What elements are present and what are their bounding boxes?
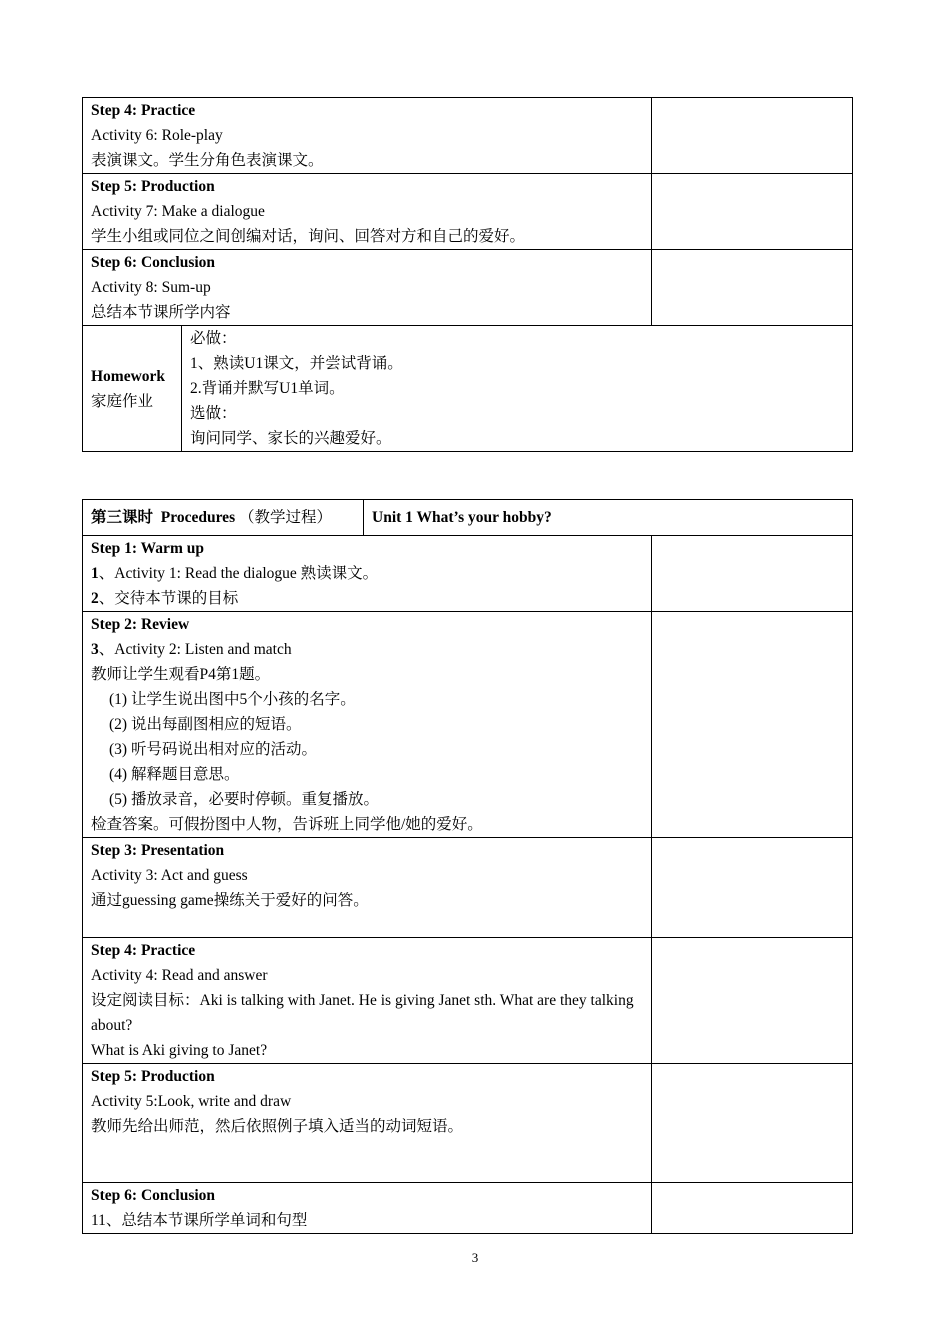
step-item: 2、交待本节课的目标	[91, 590, 239, 607]
step-title: Step 1: Warm up	[91, 540, 204, 557]
notes-cell	[652, 1183, 853, 1234]
page-number: 3	[471, 1250, 479, 1265]
homework-line: 必做：	[190, 330, 237, 347]
description-line: 表演课文。学生分角色表演课文。	[91, 152, 324, 169]
description-line: 11、总结本节课所学单词和句型	[91, 1212, 308, 1229]
description-line: 总结本节课所学内容	[91, 304, 231, 321]
homework-title: Homework	[91, 367, 166, 385]
unit-title-cell	[364, 500, 853, 536]
step-title: Step 6: Conclusion	[91, 254, 216, 271]
step-item: 1、Activity 1: Read the dialogue 熟读课文。	[91, 565, 379, 582]
question-line: What is Aki giving to Janet?	[91, 1042, 268, 1059]
step3-presentation-cell	[83, 838, 652, 938]
step5-production-cell	[83, 1064, 652, 1183]
activity-line: Activity 5:Look, write and draw	[91, 1093, 292, 1110]
description-line: 通过guessing game操练关于爱好的问答。	[91, 892, 369, 909]
notes-cell	[652, 98, 853, 174]
step-intro: 教师让学生观看P4第1题。	[91, 666, 271, 683]
step-title: Step 5: Production	[91, 178, 215, 195]
step-item: 3、Activity 2: Listen and match	[91, 641, 292, 658]
step-title: Step 4: Practice	[91, 942, 196, 959]
step4-practice-cell	[83, 938, 652, 1064]
homework-line: 2.背诵并默写U1单词。	[190, 380, 345, 397]
notes-cell	[652, 250, 853, 326]
step6-conclusion-cell	[83, 1183, 652, 1234]
lesson-label: 第三课时	[91, 509, 154, 526]
sub-item: (4) 解释题目意思。	[109, 766, 240, 783]
unit-title: Unit 1 What’s your hobby?	[372, 509, 552, 526]
activity-line: Activity 3: Act and guess	[91, 867, 248, 884]
homework-line: 选做：	[190, 405, 237, 422]
notes-cell	[652, 174, 853, 250]
homework-content-cell	[182, 326, 853, 452]
sub-item: (5) 播放录音，必要时停顿。重复播放。	[109, 791, 379, 808]
step4-practice-cell	[83, 98, 652, 174]
procedures-label: Procedures	[160, 509, 236, 526]
step-title: Step 4: Practice	[91, 102, 196, 119]
step-end: 检查答案。可假扮图中人物，告诉班上同学他/她的爱好。	[91, 816, 483, 833]
step-title: Step 2: Review	[91, 616, 190, 633]
lesson-header-cell	[83, 500, 364, 536]
notes-cell	[652, 1064, 853, 1183]
activity-line: Activity 8: Sum-up	[91, 279, 211, 296]
sub-item: (1) 让学生说出图中5个小孩的名字。	[109, 691, 356, 708]
activity-line: Activity 6: Role-play	[91, 127, 223, 144]
lesson-procedure-table-1	[82, 97, 853, 452]
step5-production-cell	[83, 174, 652, 250]
step-title: Step 6: Conclusion	[91, 1187, 216, 1204]
description-line: 学生小组或同位之间创编对话，询问、回答对方和自己的爱好。	[91, 228, 526, 245]
activity-line: Activity 4: Read and answer	[91, 967, 268, 984]
notes-cell	[652, 536, 853, 612]
notes-cell	[652, 612, 853, 838]
step1-warmup-cell	[83, 536, 652, 612]
notes-cell	[652, 938, 853, 1064]
sub-item: (3) 听号码说出相对应的活动。	[109, 741, 317, 758]
lesson-procedure-table-2	[82, 499, 853, 1234]
step-title: Step 5: Production	[91, 1068, 215, 1085]
procedures-cn-label: （教学过程）	[238, 509, 332, 526]
step6-conclusion-cell	[83, 250, 652, 326]
step-title: Step 3: Presentation	[91, 842, 225, 859]
activity-line: Activity 7: Make a dialogue	[91, 203, 265, 220]
notes-cell	[652, 838, 853, 938]
homework-line: 1、熟读U1课文，并尝试背诵。	[190, 355, 403, 372]
sub-item: (2) 说出每副图相应的短语。	[109, 716, 302, 733]
description-line: 设定阅读目标：Aki is talking with Janet. He is giving Janet sth. What are they talking about?	[91, 992, 634, 1034]
description-line: 教师先给出师范，然后依照例子填入适当的动词短语。	[91, 1118, 464, 1135]
homework-line: 询问同学、家长的兴趣爱好。	[190, 430, 392, 447]
homework-label-cell	[83, 326, 182, 452]
step2-review-cell	[83, 612, 652, 838]
homework-subtitle: 家庭作业	[91, 392, 154, 410]
